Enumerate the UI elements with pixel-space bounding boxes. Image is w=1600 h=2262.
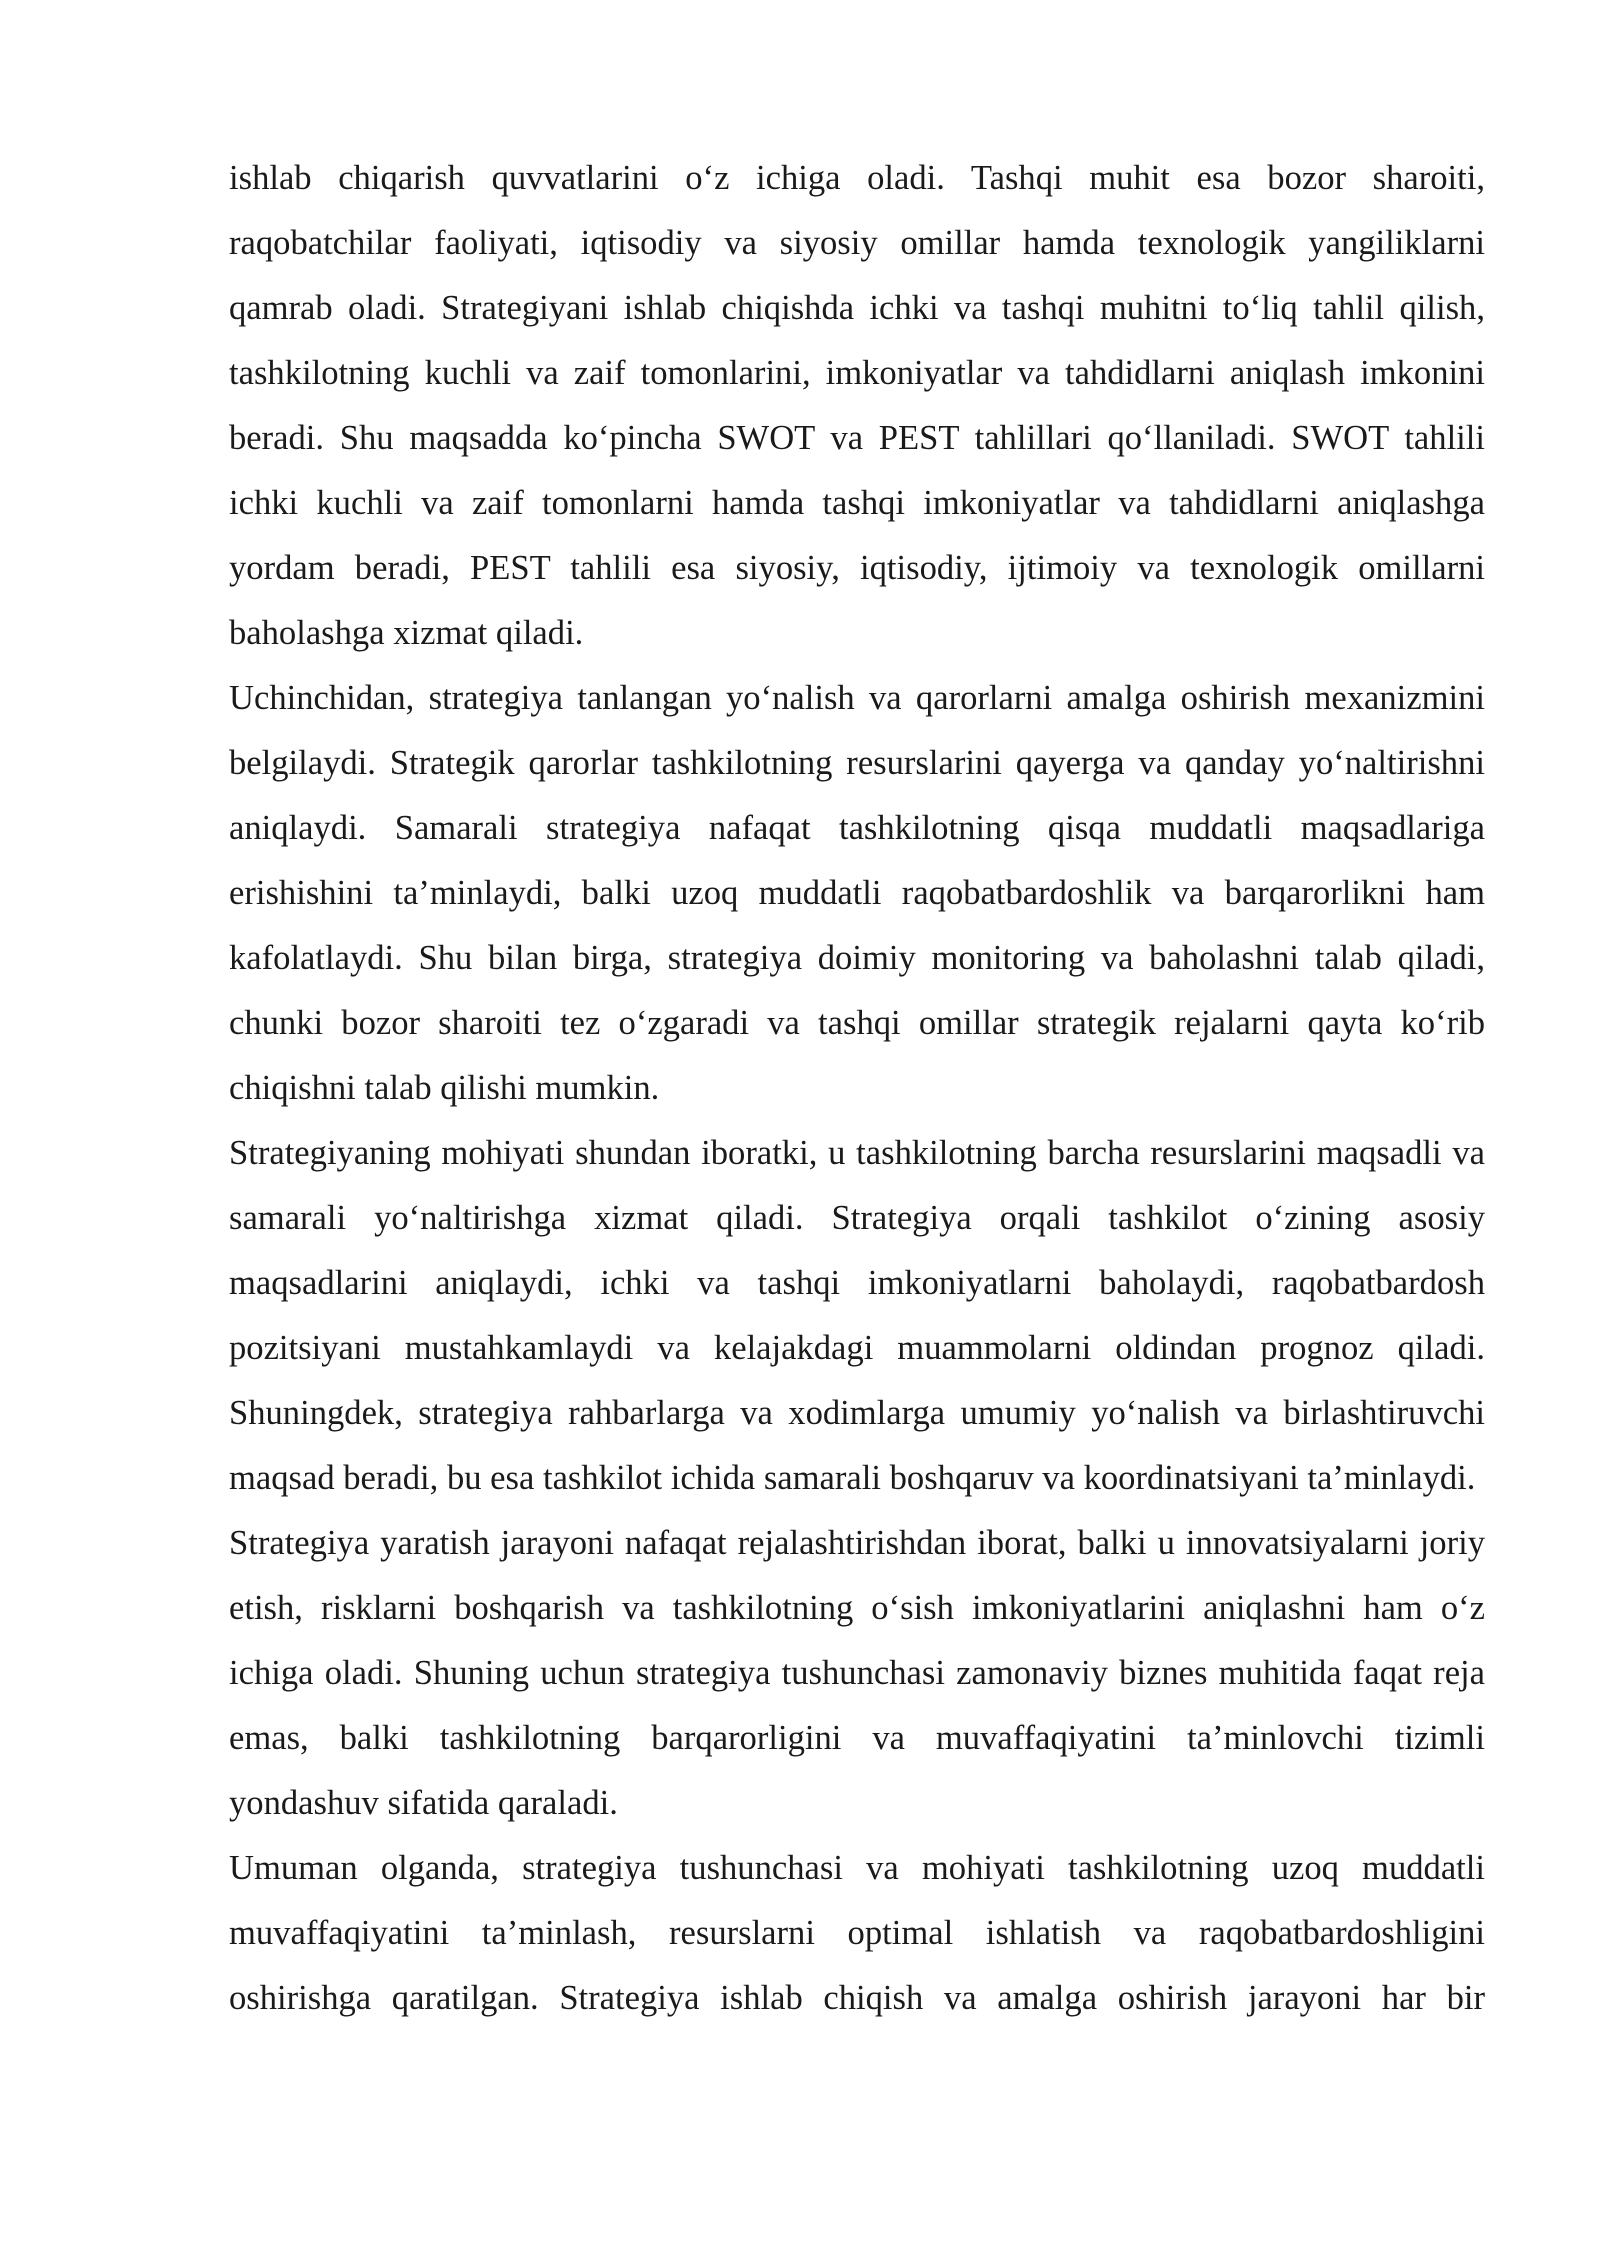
paragraph-conclusion: Umuman olganda, strategiya tushunchasi va mohiyati tashkilotning uzoq muddatli muvaffaqiyatini ta’minlash, resurslarni optimal ishlatish va raqobatbardoshligini oshirishga qaratilgan. Strategiya ishlab chiqish va amalga oshirish jarayoni har bir [229, 1849, 1485, 2017]
paragraph-swot-pest: ishlab chiqarish quvvatlarini o‘z ichiga oladi. Tashqi muhit esa bozor sharoiti, raqobatchilar faoliyati, iqtisodiy va siyosiy omillar hamda texnologik yangiliklarni qamrab oladi. Strategiyani ishlab chiqishda ichki va tashqi muhitni to‘liq tahlil qilish, tashkilotning kuchli va zaif tomonlarini, imkoniyatlar va tahdidlarni aniqlash imkonini beradi. Shu maqsadda ko‘pincha SWOT va PEST tahlillari qo‘llaniladi. SWOT tahlili ichki kuchli va zaif tomonlarni hamda tashqi imkoniyatlar va tahdidlarni aniqlashga yordam beradi, PEST tahlili esa siyosiy, iqtisodiy, ijtimoiy va texnologik omillarni baholashga xizmat qiladi. [229, 159, 1485, 652]
document-body [229, 146, 1485, 2031]
paragraph-strategy-mechanism: Uchinchidan, strategiya tanlangan yo‘nalish va qarorlarni amalga oshirish mexanizmini belgilaydi. Strategik qarorlar tashkilotning resurslarini qayerga va qanday yo‘naltirishni aniqlaydi. Samarali strategiya nafaqat tashkilotning qisqa muddatli maqsadlariga erishishini ta’minlaydi, balki uzoq muddatli raqobatbardoshlik va barqarorlikni ham kafolatlaydi. Shu bilan birga, strategiya doimiy monitoring va baholashni talab qiladi, chunki bozor sharoiti tez o‘zgaradi va tashqi omillar strategik rejalarni qayta ko‘rib chiqishni talab qilishi mumkin. [229, 679, 1485, 1107]
paragraph-strategy-creation: Strategiya yaratish jarayoni nafaqat rejalashtirishdan iborat, balki u innovatsiyalarni joriy etish, risklarni boshqarish va tashkilotning o‘sish imkoniyatlarini aniqlashni ham o‘z ichiga oladi. Shuning uchun strategiya tushunchasi zamonaviy biznes muhitida faqat reja emas, balki tashkilotning barqarorligini va muvaffaqiyatini ta’minlovchi tizimli yondashuv sifatida qaraladi. [229, 1524, 1485, 1822]
paragraph-strategy-essence: Strategiyaning mohiyati shundan iboratki, u tashkilotning barcha resurslarini maqsadli va samarali yo‘naltirishga xizmat qiladi. Strategiya orqali tashkilot o‘zining asosiy maqsadlarini aniqlaydi, ichki va tashqi imkoniyatlarni baholaydi, raqobatbardosh pozitsiyani mustahkamlaydi va kelajakdagi muammolarni oldindan prognoz qiladi. Shuningdek, strategiya rahbarlarga va xodimlarga umumiy yo‘nalish va birlashtiruvchi maqsad beradi, bu esa tashkilot ichida samarali boshqaruv va koordinatsiyani ta’minlaydi. [229, 1134, 1485, 1497]
